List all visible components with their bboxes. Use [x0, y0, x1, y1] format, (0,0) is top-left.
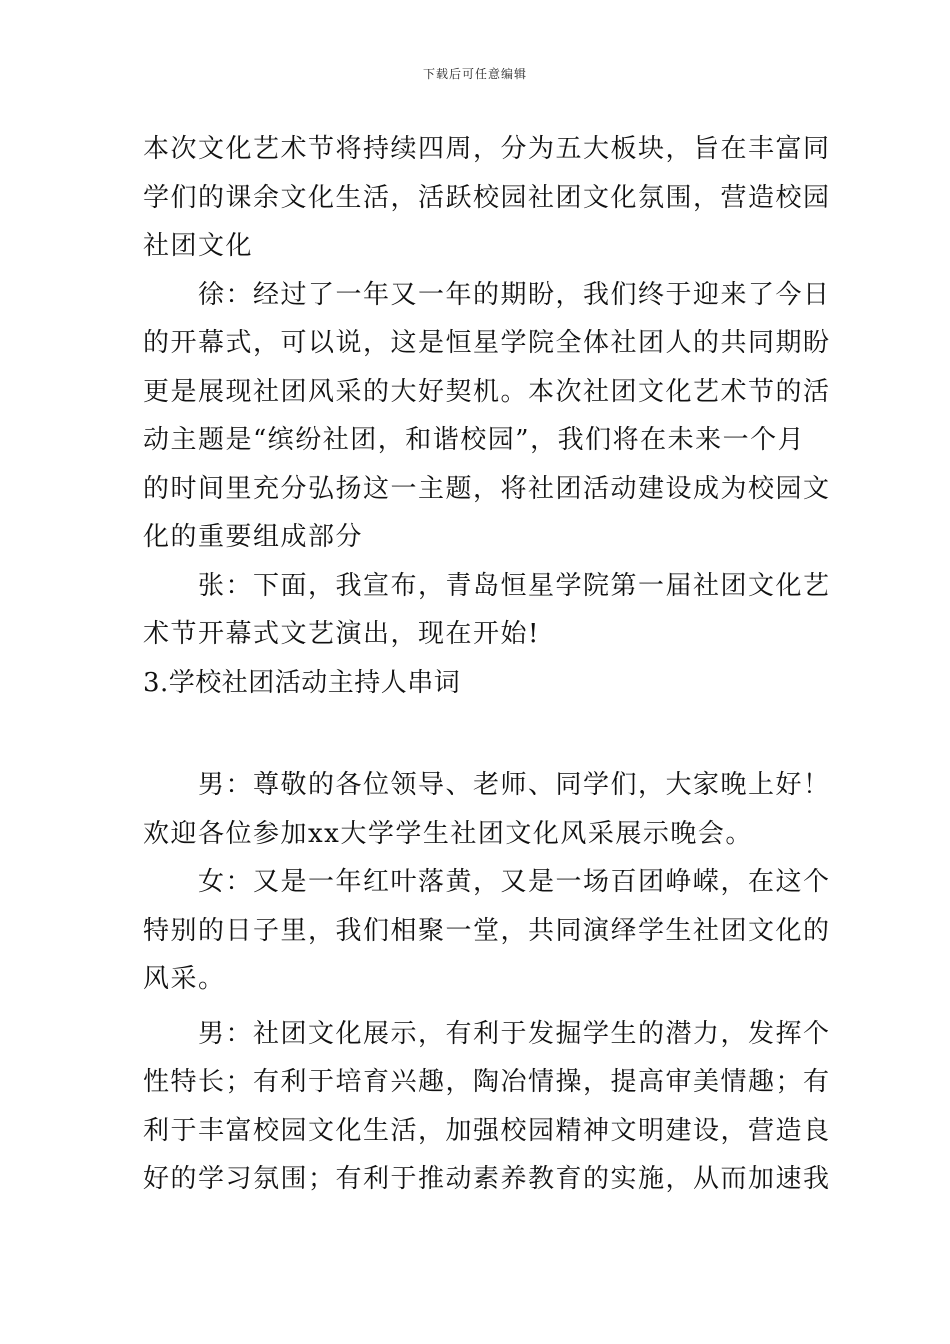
page-header: 下载后可任意编辑 — [422, 67, 527, 81]
section-heading: 3.学校社团活动主持人串词 — [143, 667, 461, 698]
text-line: 本次文化艺术节将持续四周，分为五大板块，旨在丰富同 — [143, 134, 831, 164]
text-line: 性特长；有利于培育兴趣，陶冶情操，提高审美情趣；有 — [143, 1067, 831, 1097]
text-line: 好的学习氛围；有利于推动素养教育的实施，从而加速我 — [143, 1164, 831, 1194]
paragraph-start-line: 男：社团文化展示，有利于发掘学生的潜力，发挥个 — [198, 1018, 831, 1049]
text-line: 的开幕式，可以说，这是恒星学院全体社团人的共同期盼 — [143, 328, 831, 358]
text-line: 的时间里充分弘扬这一主题，将社团活动建设成为校园文 — [143, 473, 831, 504]
text-line: 社团文化 — [143, 231, 254, 261]
text-line: 动主题是“缤纷社团，和谐校园”，我们将在未来一个月 — [143, 425, 806, 455]
text-line: 特别的日子里，我们相聚一堂，共同演绎学生社团文化的 — [143, 915, 831, 946]
text-line: 化的重要组成部分 — [143, 522, 364, 552]
paragraph-start-line: 徐：经过了一年又一年的期盼，我们终于迎来了今日 — [198, 279, 831, 310]
document-body — [143, 125, 831, 1204]
text-line: 学们的课余文化生活，活跃校园社团文化氛围，营造校园 — [143, 182, 831, 213]
paragraph-start-line: 女：又是一年红叶落黄，又是一场百团峥嵘，在这个 — [198, 867, 831, 897]
text-line: 更是展现社团风采的大好契机。本次社团文化艺术节的活 — [143, 376, 831, 407]
text-line: 风采。 — [143, 964, 226, 994]
blank-space — [143, 707, 809, 761]
paragraph-start-line: 张：下面，我宣布，青岛恒星学院第一届社团文化艺 — [198, 570, 831, 601]
text-line: 利于丰富校园文化生活，加强校园精神文明建设，营造良 — [143, 1115, 831, 1146]
text-line: 欢迎各位参加xx大学学生社团文化风采展示晚会。 — [143, 818, 753, 849]
text-line: 术节开幕式文艺演出，现在开始! — [143, 619, 540, 649]
paragraph-start-line: 男：尊敬的各位领导、老师、同学们，大家晚上好！ — [198, 770, 831, 800]
